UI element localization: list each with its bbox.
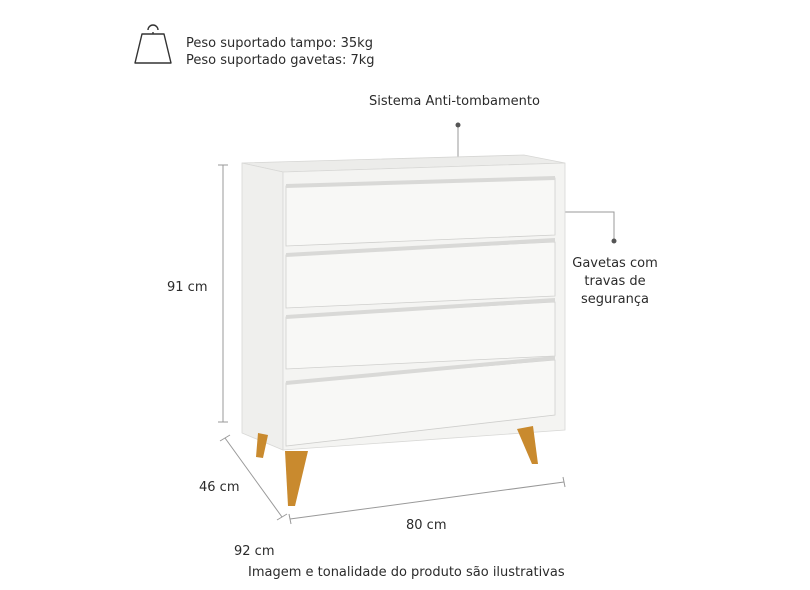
dresser-side xyxy=(242,163,283,450)
drawer-weight-label: Peso suportado gavetas: 7kg xyxy=(186,53,375,68)
top-weight-label: Peso suportado tampo: 35kg xyxy=(186,36,373,51)
leg-front-left xyxy=(285,451,308,506)
weight-icon xyxy=(135,25,171,63)
drawer-lock-label-line2: travas de xyxy=(584,274,646,289)
drawer-lock-label-line1: Gavetas com xyxy=(572,256,658,271)
leg-back-left xyxy=(256,433,268,458)
anti-tip-label: Sistema Anti-tombamento xyxy=(369,94,540,109)
anti-tip-pointer xyxy=(456,123,461,161)
drawer-lock-pointer xyxy=(562,212,617,244)
disclaimer: Imagem e tonalidade do produto são ilustrativas xyxy=(248,565,565,580)
depth-label: 46 cm xyxy=(199,480,240,495)
drawer-1 xyxy=(286,178,555,246)
width-label: 80 cm xyxy=(406,518,447,533)
total-width-label: 92 cm xyxy=(234,544,275,559)
drawer-lock-label-line3: segurança xyxy=(581,292,649,307)
height-dimension-line xyxy=(218,165,228,422)
height-label: 91 cm xyxy=(167,280,208,295)
dresser xyxy=(242,155,565,450)
